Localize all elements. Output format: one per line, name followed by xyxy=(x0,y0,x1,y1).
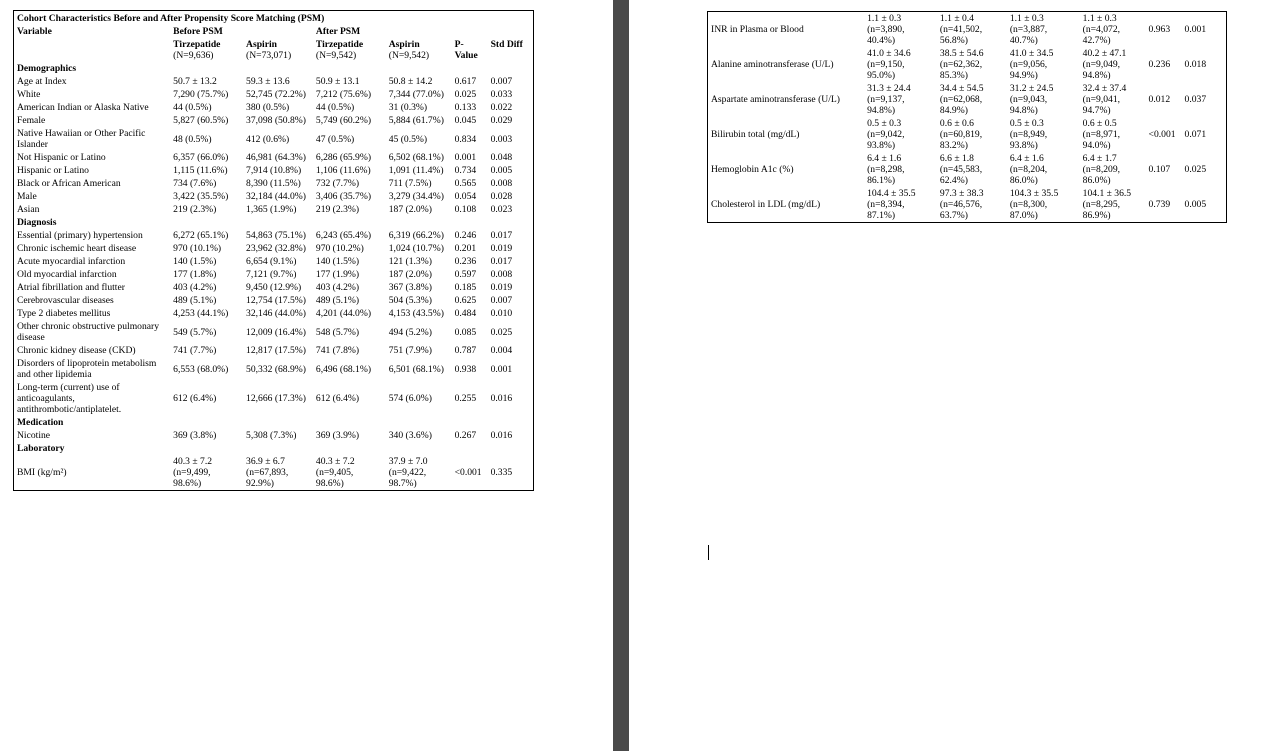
variable-cell: Old myocardial infarction xyxy=(17,269,117,280)
value-cell: 36.9 ± 6.7 (n=67,893, 92.9%) xyxy=(246,456,289,489)
variable-cell: Acute myocardial infarction xyxy=(17,256,126,267)
value-cell: 40.2 ± 47.1 (n=9,049, 94.8%) xyxy=(1082,48,1127,81)
value-cell: 50.7 ± 13.2 xyxy=(173,76,217,87)
section-header-row xyxy=(14,416,534,429)
value-cell: 6.4 ± 1.6 (n=8,204, 86.0%) xyxy=(1009,153,1048,186)
value-cell: 5,308 (7.3%) xyxy=(246,430,297,441)
value-cell: 7,121 (9.7%) xyxy=(246,269,297,280)
value-cell: 37.9 ± 7.0 (n=9,422, 98.7%) xyxy=(388,456,428,489)
table-subheader-row xyxy=(14,38,534,62)
value-cell: 0.019 xyxy=(490,282,513,293)
value-cell: 0.007 xyxy=(490,76,513,87)
table-row xyxy=(708,47,1227,82)
value-cell: 0.201 xyxy=(454,243,477,254)
value-cell: 0.267 xyxy=(454,430,477,441)
value-cell: 549 (5.7%) xyxy=(173,326,217,338)
value-cell: 12,754 (17.5%) xyxy=(246,295,306,306)
value-cell: 1.1 ± 0.3 (n=4,072, 42.7%) xyxy=(1082,13,1121,46)
value-cell: 32.4 ± 37.4 (n=9,041, 94.7%) xyxy=(1082,83,1127,116)
value-cell: 5,884 (61.7%) xyxy=(388,115,444,126)
value-cell: 0.5 ± 0.3 (n=8,949, 93.8%) xyxy=(1009,118,1048,151)
value-cell: 0.133 xyxy=(454,102,477,113)
variable-cell: White xyxy=(17,89,41,100)
value-cell: 0.017 xyxy=(490,230,513,241)
value-cell: 46,981 (64.3%) xyxy=(246,152,306,163)
cohort-table-continued xyxy=(707,11,1227,223)
table-row xyxy=(14,307,534,320)
table-row xyxy=(14,151,534,164)
value-cell: 0.597 xyxy=(454,269,477,280)
variable-cell: Long-term (current) use of anticoagulants, antithrombotic/antiplatelet. xyxy=(17,382,122,415)
value-cell: 0.007 xyxy=(490,295,513,306)
table-row xyxy=(14,114,534,127)
value-cell: 6,357 (66.0%) xyxy=(173,152,229,163)
variable-cell: Hispanic or Latino xyxy=(17,165,89,176)
value-cell: 1,365 (1.9%) xyxy=(246,204,297,215)
value-cell: 45 (0.5%) xyxy=(388,133,428,145)
variable-cell: Atrial fibrillation and flutter xyxy=(17,282,125,293)
value-cell: 0.012 xyxy=(1148,94,1171,105)
value-cell: 494 (5.2%) xyxy=(388,326,432,338)
value-cell: 7,212 (75.6%) xyxy=(315,89,372,100)
value-cell: 0.029 xyxy=(490,115,513,126)
value-cell: 0.025 xyxy=(454,89,477,100)
value-cell: 0.107 xyxy=(1148,164,1171,175)
value-cell: 50.8 ± 14.2 xyxy=(388,76,433,87)
table-row xyxy=(708,152,1227,187)
header-tirzepatide-after: Tirzepatide (N=9,542) xyxy=(315,39,364,61)
header-aspirin-before: Aspirin (N=73,071) xyxy=(246,39,292,61)
table-row xyxy=(14,429,534,442)
value-cell: 12,666 (17.3%) xyxy=(246,393,306,404)
table-row xyxy=(14,164,534,177)
value-cell: 0.033 xyxy=(490,89,513,100)
table-row xyxy=(14,294,534,307)
value-cell: 23,962 (32.8%) xyxy=(246,243,306,254)
value-cell: 0.001 xyxy=(490,363,513,375)
value-cell: 5,749 (60.2%) xyxy=(315,115,372,126)
value-cell: 9,450 (12.9%) xyxy=(246,282,302,293)
value-cell: 741 (7.7%) xyxy=(173,345,217,356)
section-label: Demographics xyxy=(17,63,77,74)
value-cell: 31.2 ± 24.5 (n=9,043, 94.8%) xyxy=(1009,83,1054,116)
cohort-table-body xyxy=(14,11,534,491)
value-cell: 6,272 (65.1%) xyxy=(173,230,229,241)
value-cell: 0.010 xyxy=(490,308,513,319)
variable-cell: American Indian or Alaska Native xyxy=(17,102,149,113)
value-cell: 31 (0.3%) xyxy=(388,102,428,113)
table-row xyxy=(14,229,534,242)
value-cell: 4,201 (44.0%) xyxy=(315,308,372,319)
variable-cell: Cerebrovascular diseases xyxy=(17,295,114,306)
table-row xyxy=(14,320,534,344)
value-cell: 751 (7.9%) xyxy=(388,345,432,356)
value-cell: 369 (3.9%) xyxy=(315,430,360,441)
value-cell: 6,654 (9.1%) xyxy=(246,256,297,267)
value-cell: 340 (3.6%) xyxy=(388,430,432,441)
page-divider xyxy=(613,0,629,751)
value-cell: 0.023 xyxy=(490,204,513,215)
value-cell: 0.625 xyxy=(454,295,477,306)
value-cell: 38.5 ± 54.6 (n=62,362, 85.3%) xyxy=(939,48,984,81)
variable-cell: Nicotine xyxy=(17,430,51,441)
value-cell: 0.071 xyxy=(1184,129,1207,140)
table-row xyxy=(14,75,534,88)
value-cell: 54,863 (75.1%) xyxy=(246,230,306,241)
value-cell: 0.834 xyxy=(454,133,477,145)
value-cell: 5,827 (60.5%) xyxy=(173,115,229,126)
value-cell: 504 (5.3%) xyxy=(388,295,432,306)
value-cell: 121 (1.3%) xyxy=(388,256,432,267)
value-cell: 12,817 (17.5%) xyxy=(246,345,306,356)
variable-cell: Chronic kidney disease (CKD) xyxy=(17,345,136,356)
document-page-left xyxy=(0,0,613,751)
value-cell: 44 (0.5%) xyxy=(315,102,355,113)
value-cell: 40.3 ± 7.2 (n=9,499, 98.6%) xyxy=(173,456,213,489)
value-cell: 403 (4.2%) xyxy=(173,282,217,293)
value-cell: <0.001 xyxy=(454,467,482,478)
value-cell: 41.0 ± 34.6 (n=9,150, 95.0%) xyxy=(867,48,911,81)
value-cell: 0.001 xyxy=(1184,24,1207,35)
table-row xyxy=(14,203,534,216)
value-cell: 47 (0.5%) xyxy=(315,133,355,145)
value-cell: 1.1 ± 0.3 (n=3,890, 40.4%) xyxy=(867,13,905,46)
section-label: Laboratory xyxy=(17,443,65,454)
value-cell: 7,290 (75.7%) xyxy=(173,89,229,100)
value-cell: 219 (2.3%) xyxy=(315,204,360,215)
value-cell: 0.5 ± 0.3 (n=9,042, 93.8%) xyxy=(867,118,905,151)
table-header-row xyxy=(14,25,534,38)
value-cell: 970 (10.2%) xyxy=(315,243,364,254)
value-cell: 6,286 (65.9%) xyxy=(315,152,372,163)
value-cell: 612 (6.4%) xyxy=(315,393,360,404)
section-header-row xyxy=(14,442,534,455)
value-cell: 0.787 xyxy=(454,345,477,356)
value-cell: 52,745 (72.2%) xyxy=(246,89,306,100)
table-title: Cohort Characteristics Before and After Propensity Score Matching (PSM) xyxy=(17,13,325,24)
value-cell: 7,914 (10.8%) xyxy=(246,165,302,176)
table-row xyxy=(14,255,534,268)
header-tirzepatide-before: Tirzepatide (N=9,636) xyxy=(173,39,221,61)
value-cell: 732 (7.7%) xyxy=(315,178,360,189)
section-label: Medication xyxy=(17,417,64,428)
cohort-table-continued-body xyxy=(708,12,1227,223)
value-cell: 104.4 ± 35.5 (n=8,394, 87.1%) xyxy=(867,188,916,221)
value-cell: 0.025 xyxy=(1184,164,1207,175)
value-cell: 970 (10.1%) xyxy=(173,243,222,254)
value-cell: 0.938 xyxy=(454,363,477,375)
header-after-psm: After PSM xyxy=(315,26,361,37)
value-cell: 6,553 (68.0%) xyxy=(173,363,229,375)
value-cell: 0.255 xyxy=(454,393,477,404)
value-cell: 0.022 xyxy=(490,102,513,113)
table-caption-row xyxy=(14,11,534,26)
value-cell: 0.004 xyxy=(490,345,513,356)
header-before-psm: Before PSM xyxy=(173,26,223,37)
value-cell: 574 (6.0%) xyxy=(388,393,432,404)
value-cell: 0.617 xyxy=(454,76,477,87)
table-row xyxy=(14,268,534,281)
value-cell: 1,115 (11.6%) xyxy=(173,165,228,176)
value-cell: 548 (5.7%) xyxy=(315,326,360,338)
variable-cell: BMI (kg/m²) xyxy=(17,467,67,478)
value-cell: 380 (0.5%) xyxy=(246,102,290,113)
value-cell: 0.005 xyxy=(1184,199,1207,210)
value-cell: 4,153 (43.5%) xyxy=(388,308,444,319)
value-cell: 0.008 xyxy=(490,269,513,280)
variable-cell: Female xyxy=(17,115,46,126)
value-cell: 412 (0.6%) xyxy=(246,133,290,145)
value-cell: 1,091 (11.4%) xyxy=(388,165,444,176)
variable-cell: Type 2 diabetes mellitus xyxy=(17,308,111,319)
value-cell: 0.739 xyxy=(1148,199,1171,210)
table-row xyxy=(14,88,534,101)
variable-cell: Chronic ischemic heart disease xyxy=(17,243,137,254)
variable-cell: Alanine aminotransferase (U/L) xyxy=(711,59,834,70)
header-aspirin-after: Aspirin (N=9,542) xyxy=(388,39,430,61)
variable-cell: Other chronic obstructive pulmonary disease xyxy=(17,321,159,343)
value-cell: 0.6 ± 0.6 (n=60,819, 83.2%) xyxy=(939,118,983,151)
variable-cell: Essential (primary) hypertension xyxy=(17,230,143,241)
section-header-row xyxy=(14,216,534,229)
value-cell: 0.005 xyxy=(490,165,513,176)
value-cell: 12,009 (16.4%) xyxy=(246,326,306,338)
header-std-diff: Std Diff xyxy=(490,39,523,50)
value-cell: 0.018 xyxy=(1184,59,1207,70)
value-cell: 31.3 ± 24.4 (n=9,137, 94.8%) xyxy=(867,83,911,116)
value-cell: 734 (7.6%) xyxy=(173,178,217,189)
value-cell: 0.185 xyxy=(454,282,477,293)
value-cell: 97.3 ± 38.3 (n=46,576, 63.7%) xyxy=(939,188,984,221)
value-cell: 177 (1.8%) xyxy=(173,269,217,280)
table-row xyxy=(14,281,534,294)
value-cell: 3,279 (34.4%) xyxy=(388,191,444,202)
variable-cell: Not Hispanic or Latino xyxy=(17,152,106,163)
value-cell: 140 (1.5%) xyxy=(173,256,217,267)
cohort-table xyxy=(13,10,534,491)
value-cell: 37,098 (50.8%) xyxy=(246,115,306,126)
value-cell: 0.6 ± 0.5 (n=8,971, 94.0%) xyxy=(1082,118,1121,151)
value-cell: 140 (1.5%) xyxy=(315,256,360,267)
value-cell: <0.001 xyxy=(1148,129,1176,140)
table-row xyxy=(14,381,534,416)
value-cell: 8,390 (11.5%) xyxy=(246,178,301,189)
value-cell: 403 (4.2%) xyxy=(315,282,360,293)
table-row xyxy=(708,82,1227,117)
value-cell: 40.3 ± 7.2 (n=9,405, 98.6%) xyxy=(315,456,355,489)
value-cell: 6.4 ± 1.6 (n=8,298, 86.1%) xyxy=(867,153,905,186)
value-cell: 0.236 xyxy=(454,256,477,267)
value-cell: 6.6 ± 1.8 (n=45,583, 62.4%) xyxy=(939,153,983,186)
value-cell: 104.3 ± 35.5 (n=8,300, 87.0%) xyxy=(1009,188,1059,221)
value-cell: 3,406 (35.7%) xyxy=(315,191,372,202)
value-cell: 4,253 (44.1%) xyxy=(173,308,229,319)
value-cell: 0.019 xyxy=(490,243,513,254)
value-cell: 0.963 xyxy=(1148,24,1171,35)
value-cell: 6,501 (68.1%) xyxy=(388,363,444,375)
table-row xyxy=(14,177,534,190)
variable-cell: Age at Index xyxy=(17,76,67,87)
value-cell: 0.335 xyxy=(490,467,513,478)
value-cell: 7,344 (77.0%) xyxy=(388,89,444,100)
variable-cell: INR in Plasma or Blood xyxy=(711,24,804,35)
variable-cell: Black or African American xyxy=(17,178,121,189)
value-cell: 0.048 xyxy=(490,152,513,163)
table-row xyxy=(14,190,534,203)
value-cell: 0.016 xyxy=(490,430,513,441)
value-cell: 0.017 xyxy=(490,256,513,267)
value-cell: 1.1 ± 0.4 (n=41,502, 56.8%) xyxy=(939,13,983,46)
table-row xyxy=(14,242,534,255)
table-row xyxy=(14,127,534,151)
value-cell: 367 (3.8%) xyxy=(388,282,432,293)
value-cell: 59.3 ± 13.6 xyxy=(246,76,290,87)
variable-cell: Hemoglobin A1c (%) xyxy=(711,164,794,175)
value-cell: 741 (7.8%) xyxy=(315,345,360,356)
table-row xyxy=(14,344,534,357)
value-cell: 6,502 (68.1%) xyxy=(388,152,444,163)
header-variable: Variable xyxy=(17,26,52,37)
value-cell: 0.003 xyxy=(490,133,513,145)
value-cell: 711 (7.5%) xyxy=(388,178,432,189)
table-row xyxy=(708,12,1227,48)
value-cell: 369 (3.8%) xyxy=(173,430,217,441)
value-cell: 0.246 xyxy=(454,230,477,241)
value-cell: 489 (5.1%) xyxy=(315,295,360,306)
value-cell: 0.054 xyxy=(454,191,477,202)
value-cell: 1.1 ± 0.3 (n=3,887, 40.7%) xyxy=(1009,13,1048,46)
value-cell: 6,496 (68.1%) xyxy=(315,363,372,375)
value-cell: 0.016 xyxy=(490,393,513,404)
value-cell: 0.028 xyxy=(490,191,513,202)
value-cell: 0.001 xyxy=(454,152,477,163)
header-p-value: P-Value xyxy=(454,39,478,61)
value-cell: 34.4 ± 54.5 (n=62,068, 84.9%) xyxy=(939,83,984,116)
value-cell: 44 (0.5%) xyxy=(173,102,212,113)
value-cell: 50,332 (68.9%) xyxy=(246,363,306,375)
value-cell: 177 (1.9%) xyxy=(315,269,360,280)
table-row xyxy=(14,455,534,491)
value-cell: 104.1 ± 36.5 (n=8,295, 86.9%) xyxy=(1082,188,1132,221)
variable-cell: Aspartate aminotransferase (U/L) xyxy=(711,94,840,105)
value-cell: 6,319 (66.2%) xyxy=(388,230,444,241)
variable-cell: Cholesterol in LDL (mg/dL) xyxy=(711,199,821,210)
value-cell: 489 (5.1%) xyxy=(173,295,217,306)
section-header-row xyxy=(14,62,534,75)
value-cell: 0.108 xyxy=(454,204,477,215)
value-cell: 0.045 xyxy=(454,115,477,126)
table-row xyxy=(708,117,1227,152)
value-cell: 0.085 xyxy=(454,326,477,338)
text-cursor xyxy=(708,545,709,560)
variable-cell: Asian xyxy=(17,204,40,215)
variable-cell: Bilirubin total (mg/dL) xyxy=(711,129,800,140)
table-row xyxy=(708,187,1227,223)
value-cell: 1,024 (10.7%) xyxy=(388,243,444,254)
value-cell: 6.4 ± 1.7 (n=8,209, 86.0%) xyxy=(1082,153,1121,186)
value-cell: 0.565 xyxy=(454,178,477,189)
value-cell: 41.0 ± 34.5 (n=9,056, 94.9%) xyxy=(1009,48,1054,81)
value-cell: 32,146 (44.0%) xyxy=(246,308,306,319)
value-cell: 0.037 xyxy=(1184,94,1207,105)
variable-cell: Disorders of lipoprotein metabolism and other lipidemia xyxy=(17,358,157,380)
value-cell: 219 (2.3%) xyxy=(173,204,217,215)
table-row xyxy=(14,357,534,381)
table-row xyxy=(14,101,534,114)
variable-cell: Male xyxy=(17,191,37,202)
document-page-right xyxy=(629,0,1273,751)
value-cell: 612 (6.4%) xyxy=(173,393,217,404)
value-cell: 0.734 xyxy=(454,165,477,176)
section-label: Diagnosis xyxy=(17,217,57,228)
value-cell: 187 (2.0%) xyxy=(388,204,432,215)
value-cell: 32,184 (44.0%) xyxy=(246,191,306,202)
variable-cell: Native Hawaiian or Other Pacific Islander xyxy=(17,128,146,150)
value-cell: 1,106 (11.6%) xyxy=(315,165,371,176)
value-cell: 50.9 ± 13.1 xyxy=(315,76,360,87)
value-cell: 0.484 xyxy=(454,308,477,319)
value-cell: 0.008 xyxy=(490,178,513,189)
value-cell: 0.236 xyxy=(1148,59,1171,70)
value-cell: 6,243 (65.4%) xyxy=(315,230,372,241)
value-cell: 0.025 xyxy=(490,326,513,338)
value-cell: 48 (0.5%) xyxy=(173,133,212,145)
value-cell: 3,422 (35.5%) xyxy=(173,191,229,202)
value-cell: 187 (2.0%) xyxy=(388,269,432,280)
